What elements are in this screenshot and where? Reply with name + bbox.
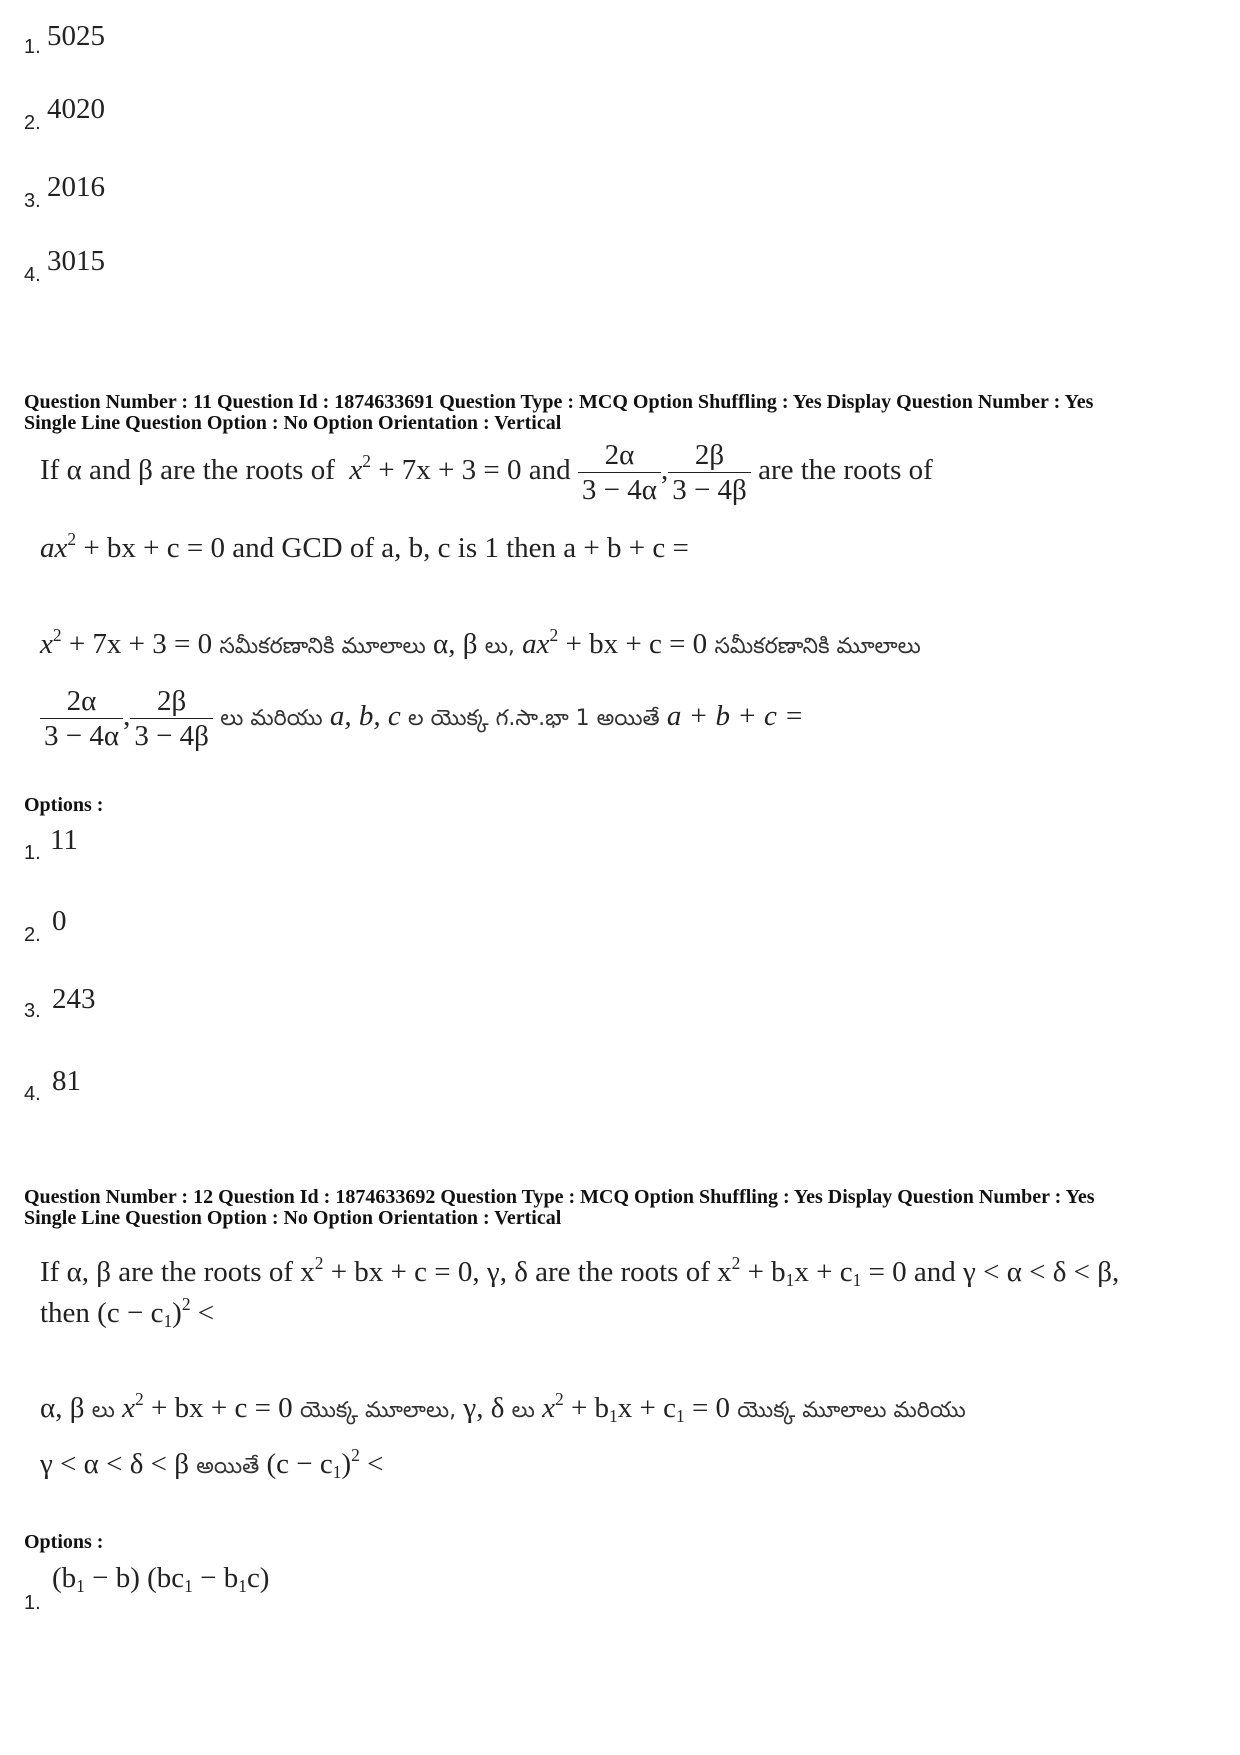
option-value: 4020 [47,93,105,125]
option-value: 2016 [47,171,105,203]
option-value: 3015 [47,245,105,277]
option-number: 3. [24,190,41,212]
fraction: $\frac{2\alpha}{3 - 4\alpha}$ [578,438,661,507]
question-text-english-line-1: If α, β are the roots of $x^2$ + bx + c = 0, γ, δ are the roots of $x^2 + b_1x + c_1 = 0$ and γ < α < δ < β, [40,1252,1120,1291]
option-number: 2. [24,112,41,134]
option-number: 1. [24,1592,41,1614]
question-text-telugu-line-2: γ < α < δ < β అయితే $(c - c_1)^2$ < [40,1444,384,1483]
fraction: $\frac{2\beta}{3 - 4\beta}$ [130,684,213,753]
question-text-telugu-line-1: α, β లు $x^2$ + bx + c = 0 యొక్క మూలాలు, γ, δ లు $x^2 + b_1x + c_1 = 0$ యొక్క మూలాలు మరియు [40,1388,966,1427]
option-value: $(b_1 - b) (bc_1 - b_1c)$ [52,1562,270,1597]
question-meta-line-2: Single Line Question Option : No Option Orientation : Vertical [24,1207,562,1229]
question-text-english-line-1: If α and β are the roots of $x^2 + 7x + 3 = 0$ and $\frac{2\alpha}{3 - 4\alpha}$ , $\frac{2\beta}{3 - 4\beta}$ are the roots of [40,439,933,506]
question-meta-line-1: Question Number : 12 Question Id : 1874633692 Question Type : MCQ Option Shuffling : Yes Display Question Number : Yes [24,1186,1095,1208]
question-meta-line-2: Single Line Question Option : No Option Orientation : Vertical [24,412,562,434]
question-text-telugu-line-2: $\frac{2\alpha}{3 - 4\alpha}$ , $\frac{2\beta}{3 - 4\beta}$ లు మరియు a, b, c ల యొక్క గ.సా.భా 1 అయితే a + b + c = [40,684,804,753]
question-meta-line-1: Question Number : 11 Question Id : 1874633691 Question Type : MCQ Option Shuffling : Yes Display Question Number : Yes [24,391,1094,413]
option-number: 1. [24,36,41,58]
fraction: $\frac{2\beta}{3 - 4\beta}$ [668,438,751,507]
option-value: 11 [50,824,78,856]
option-number: 4. [24,1083,41,1105]
option-number: 4. [24,264,41,286]
option-value: 0 [52,905,67,937]
option-value: 243 [52,983,96,1015]
question-text-telugu-line-1: $x^2 + 7x + 3 = 0$ సమీకరణానికి మూలాలు α, β లు, $ax^2$ + bx + c = 0 సమీకరణానికి మూలాలు [40,624,921,660]
options-label: Options : [24,1531,104,1553]
option-number: 1. [24,842,41,864]
fraction: $\frac{2\alpha}{3 - 4\alpha}$ [40,684,123,753]
question-text-english-line-2: then $(c - c_1)^2$ < [40,1293,215,1332]
option-number: 3. [24,1000,41,1022]
question-text-english-line-2: $ax^2$ + bx + c = 0 and GCD of a, b, c is 1 then a + b + c = [40,528,689,564]
option-value: 81 [52,1065,81,1097]
options-label: Options : [24,794,104,816]
option-value: 5025 [47,20,105,52]
option-number: 2. [24,924,41,946]
